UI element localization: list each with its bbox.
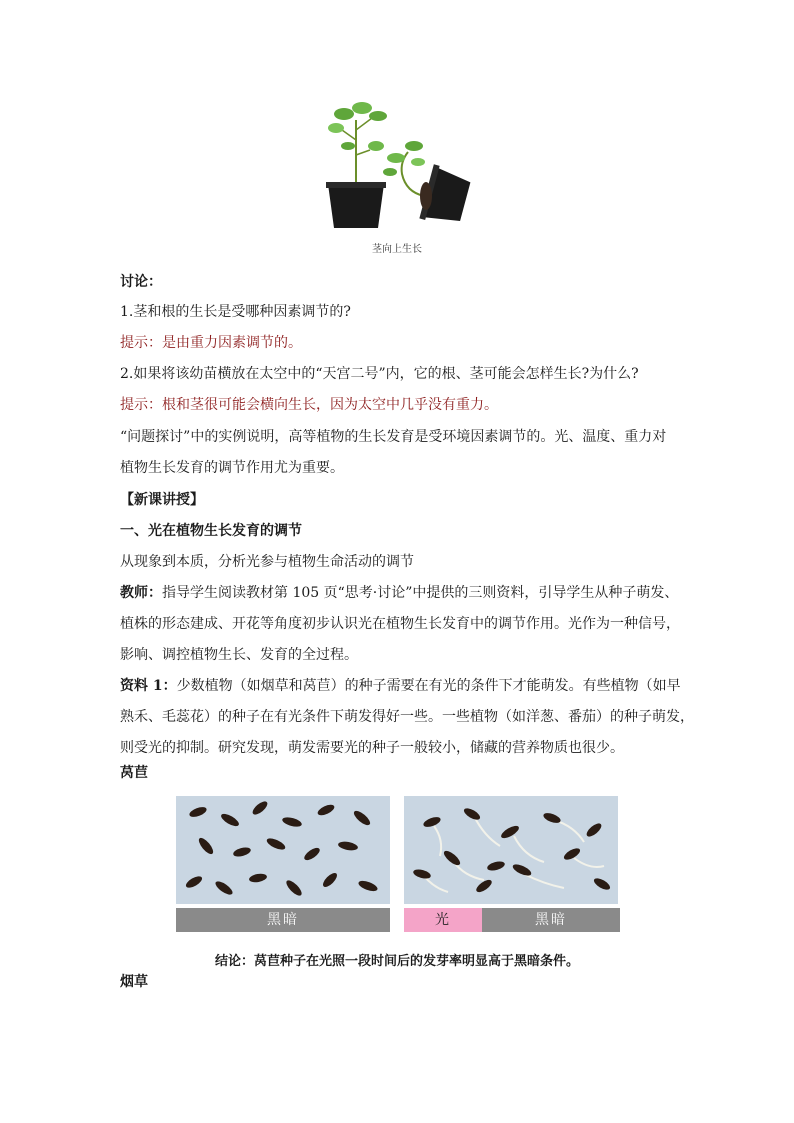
seeds-dark-image — [176, 796, 390, 904]
paragraph-line: “问题探讨”中的实例说明，高等植物的生长发育是受环境因素调节的。光、温度、重力对 — [120, 429, 667, 445]
question-2: 2.如果将该幼苗横放在太空中的“天宫二号”内，它的根、茎可能会怎样生长?为什么? — [120, 366, 639, 382]
answer-2 — [120, 395, 498, 415]
answer-label: 提示： — [120, 335, 162, 351]
material-label: 资料 1： — [120, 678, 177, 694]
question-1: 1.茎和根的生长是受哪种因素调节的? — [120, 304, 351, 320]
paragraph-line: 植物生长发育的调节作用尤为重要。 — [120, 460, 344, 476]
conclusion-text: 结论：莴苣种子在光照一段时间后的发芽率明显高于黑暗条件。 — [214, 954, 579, 969]
lettuce-light-figure — [404, 796, 620, 932]
seedling-pots-image — [322, 100, 474, 232]
teacher-line — [120, 583, 678, 603]
teacher-line: 植株的形态建成、开花等角度初步认识光在植物生长发育中的调节作用。光作为一种信号， — [120, 616, 680, 632]
teacher-line: 影响、调控植物生长、发育的全过程。 — [120, 647, 358, 663]
figure-caption: 茎向上生长 — [372, 244, 422, 255]
discussion-heading: 讨论： — [120, 274, 162, 290]
answer-text: 是由重力因素调节的。 — [162, 335, 302, 351]
material-text: 少数植物（如烟草和莴苣）的种子需要在有光的条件下才能萌发。有些植物（如早 — [176, 678, 681, 694]
material-line: 则受光的抑制。研究发现，萌发需要光的种子一般较小，储藏的营养物质也很少。 — [120, 740, 624, 756]
tobacco-heading: 烟草 — [120, 974, 148, 990]
section-subtitle: 从现象到本质，分析光参与植物生命活动的调节 — [120, 554, 414, 570]
seeds-germinated-image — [404, 796, 618, 904]
material-line: 熟禾、毛蕊花）的种子在有光条件下萌发得好一些。一些植物（如洋葱、番茄）的种子萌发， — [120, 709, 694, 725]
lettuce-dark-figure — [176, 796, 390, 932]
answer-text: 根和茎很可能会横向生长，因为太空中几乎没有重力。 — [162, 397, 498, 413]
teacher-label: 教师： — [120, 585, 162, 601]
teacher-text: 指导学生阅读教材第 105 页“思考·讨论”中提供的三则资料，引导学生从种子萌发、 — [162, 585, 679, 601]
dark-label-bar: 黑暗 — [482, 908, 620, 932]
answer-1 — [120, 333, 302, 353]
section-title: 一、光在植物生长发育的调节 — [120, 523, 302, 539]
new-lesson-heading: 【新课讲授】 — [120, 492, 204, 508]
lettuce-heading: 莴苣 — [120, 765, 148, 781]
light-label-bar: 光 — [404, 908, 482, 932]
dark-label-bar: 黑暗 — [176, 908, 390, 932]
material-line — [120, 676, 681, 696]
answer-label: 提示： — [120, 397, 162, 413]
